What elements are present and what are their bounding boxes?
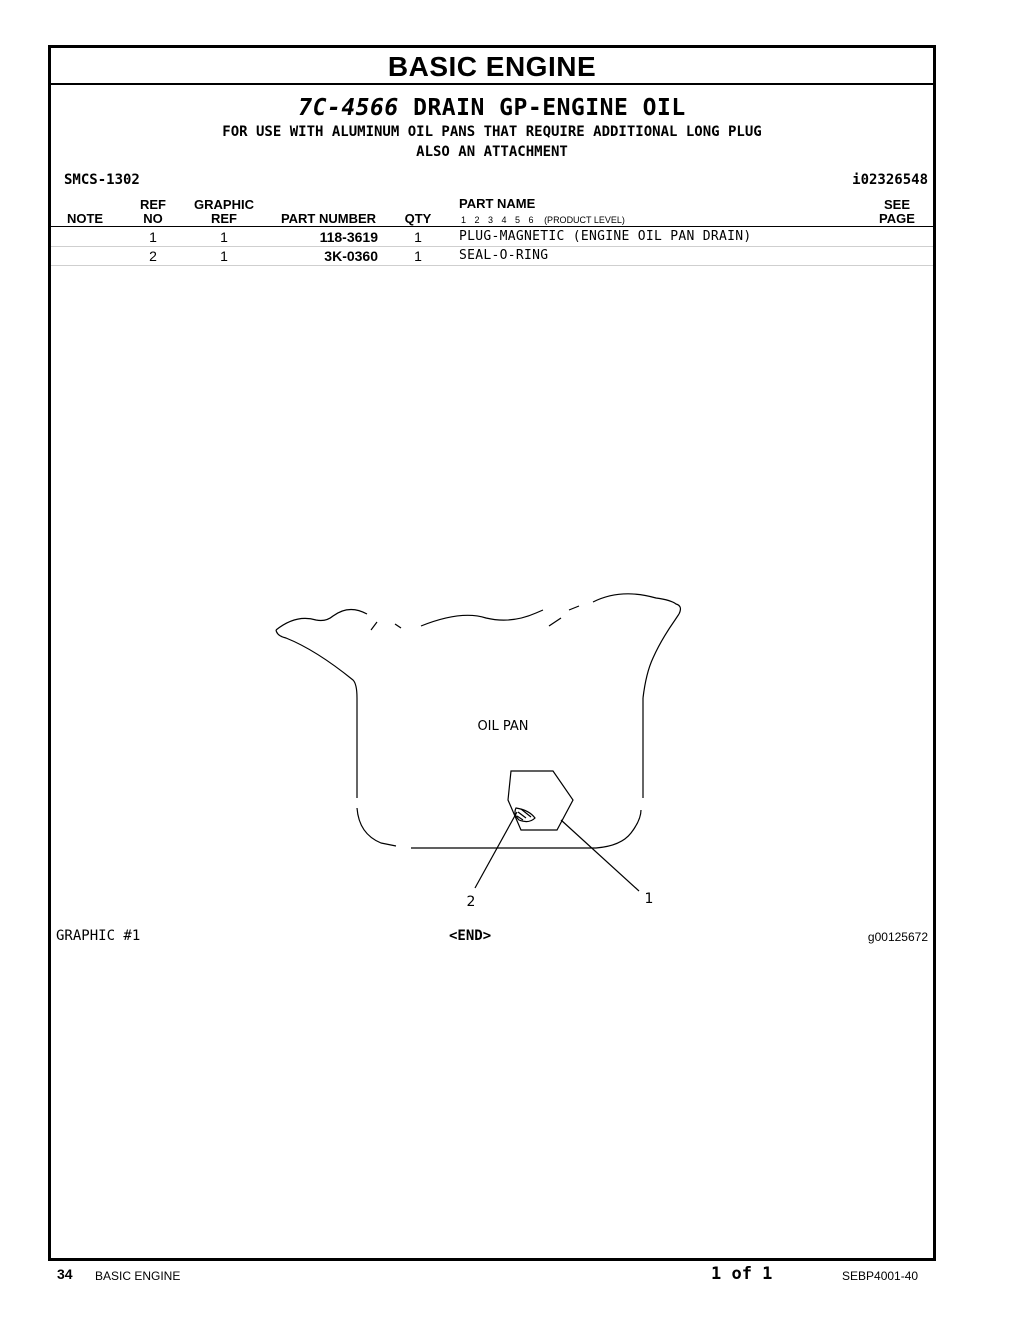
pan-flange-top-right [593,594,680,614]
info-reference: i02326548 [852,172,928,188]
pan-flange-top-left [276,609,367,630]
product-level-label: (PRODUCT LEVEL) [544,215,625,225]
quantity: 1 [414,229,422,245]
ref-number: 1 [149,229,157,245]
header-note: NOTE [66,211,104,226]
product-level-numbers: 1 2 3 4 5 6 [461,215,534,225]
graphic-ref: 1 [220,229,228,245]
page-frame [48,45,936,1261]
leader-line-1 [561,820,639,891]
group-part-number: 7C-4566 [298,95,399,121]
pan-flange-broken-4 [569,606,579,610]
footer-section: BASIC ENGINE [95,1269,181,1283]
pan-side-right [643,614,679,698]
pan-bottom-line [411,810,641,848]
seal-hatch [517,809,531,820]
product-levels [461,215,625,225]
header-graphic-top: GRAPHIC [194,197,254,212]
part-name: SEAL-O-RING [459,248,549,263]
pan-bottom [357,808,396,846]
graphic-ref: 1 [220,248,228,264]
header-ref-top: REF [140,197,166,212]
smcs-code: SMCS-1302 [64,172,140,188]
graphic-label: GRAPHIC #1 [56,928,141,944]
footer-document-id: SEBP4001-40 [842,1269,919,1283]
group-note-line-1: FOR USE WITH ALUMINUM OIL PANS THAT REQUIRE ADDITIONAL LONG PLUG [222,124,762,140]
part-number[interactable]: 118-3619 [319,229,378,245]
group-name: DRAIN GP-ENGINE OIL [413,95,686,121]
pan-flange-top-middle [421,610,543,626]
group-title [51,95,933,121]
part-number[interactable]: 3K-0360 [324,248,378,264]
callout-2: 2 [466,894,476,910]
pan-flange-broken-3 [549,618,561,626]
ref-number: 2 [149,248,157,264]
pan-flange-broken-2 [395,624,401,628]
drain-plug-hex [508,771,573,830]
quantity: 1 [414,248,422,264]
header-see-top: SEE [883,197,910,212]
header-part-number: PART NUMBER [280,211,377,226]
header-graphic-bottom: REF [211,211,237,226]
pan-side-left [276,630,357,698]
oil-pan-drawing [271,588,731,918]
part-name: PLUG-MAGNETIC (ENGINE OIL PAN DRAIN) [459,229,752,244]
graphic-id: g00125672 [867,930,928,944]
drain-plug-seal [515,808,535,822]
leader-line-2 [475,812,517,888]
group-note-line-2: ALSO AN ATTACHMENT [416,144,568,160]
oil-pan-label: OIL PAN [477,719,529,734]
footer-page-of: 1 of 1 [711,1264,773,1284]
end-marker: <END> [449,928,492,944]
header-ref-bottom: NO [143,211,163,226]
section-title: BASIC ENGINE [51,48,933,85]
table-row [51,246,933,266]
header-part-name: PART NAME [459,196,536,211]
callout-1: 1 [644,891,654,907]
header-qty: QTY [404,211,432,226]
footer-page-number: 34 [57,1266,73,1282]
pan-flange-broken-1 [371,622,377,630]
table-row [51,227,933,247]
header-see-bottom: PAGE [879,211,915,226]
